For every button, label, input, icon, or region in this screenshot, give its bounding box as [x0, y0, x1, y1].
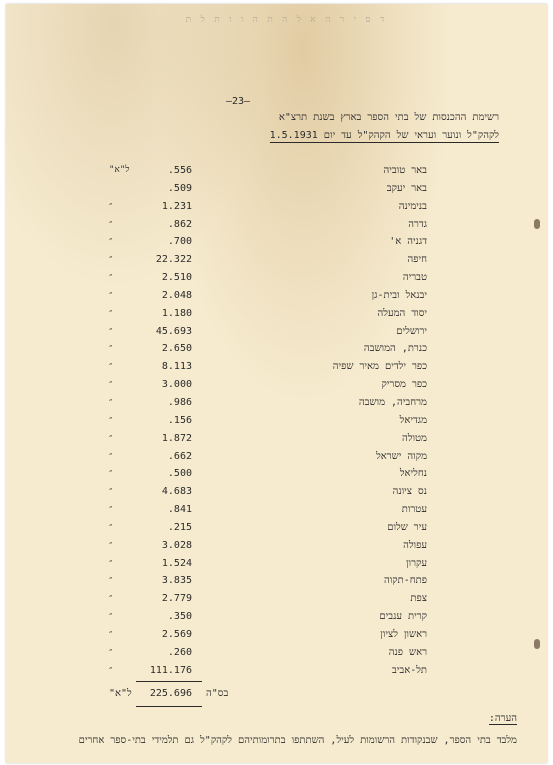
row-amount: .260: [167, 646, 192, 658]
row-currency: ״: [109, 414, 113, 425]
row-currency: ״: [109, 272, 113, 283]
row-amount: 4.683: [161, 486, 192, 498]
binder-hole-mark: [534, 639, 540, 649]
total-label: בס"ה: [206, 688, 229, 699]
row-currency: ״: [109, 379, 113, 390]
row-currency: ״: [109, 254, 113, 265]
faded-header: ד ס י ר ה א ל ה ת ה ו ו ת ל ת: [185, 15, 387, 25]
list-item: [6, 269, 547, 287]
list-item: [6, 287, 547, 305]
row-currency: ״: [109, 307, 113, 318]
list-item: [6, 483, 547, 501]
row-name: עיר שלום: [387, 521, 427, 533]
row-amount: .500: [167, 468, 192, 480]
row-amount: 2.510: [161, 272, 192, 284]
row-currency: ״: [109, 557, 113, 568]
row-amount: 2.048: [161, 289, 192, 301]
row-name: עקרון: [405, 557, 427, 569]
total-amount: 225.696: [149, 688, 192, 699]
row-name: פתח-תקוה: [383, 575, 427, 587]
list-item: [6, 644, 547, 662]
row-currency: ״: [109, 664, 113, 675]
row-name: גדרה: [408, 218, 427, 230]
row-name: בנימינה: [398, 200, 427, 212]
list-item: [6, 555, 547, 573]
list-item: [6, 358, 547, 376]
list-item: [6, 430, 547, 448]
row-amount: .215: [167, 521, 192, 533]
row-currency: ״: [109, 289, 113, 300]
row-amount: 3.000: [161, 379, 192, 391]
sum-rule: [136, 681, 202, 682]
row-amount: 1.180: [161, 307, 192, 319]
list-item: [6, 251, 547, 269]
row-name: מקוה ישראל: [376, 450, 427, 462]
row-name: עפולה: [403, 539, 427, 551]
page-number: —23—: [226, 96, 251, 107]
list-item: [6, 305, 547, 323]
row-currency: ״: [109, 575, 113, 586]
row-amount: .350: [167, 611, 192, 623]
row-currency: ״: [109, 468, 113, 479]
row-currency: ״: [109, 593, 113, 604]
row-name: באר טוביה: [383, 165, 427, 176]
row-amount: .662: [167, 450, 192, 462]
row-currency: ״: [109, 504, 113, 515]
row-currency: ״: [109, 539, 113, 550]
row-currency: ״: [109, 236, 113, 247]
row-name: חיפה: [407, 254, 427, 266]
income-list: [6, 162, 547, 679]
total-currency: ל"א": [109, 688, 132, 699]
row-name: ראשון לציון: [380, 628, 427, 640]
row-name: מגדיאל: [399, 414, 427, 426]
list-item: [6, 216, 547, 234]
row-currency: ״: [109, 521, 113, 532]
row-name: יסוד המעלה: [377, 307, 427, 319]
row-currency: ״: [109, 611, 113, 622]
row-amount: 2.650: [161, 343, 192, 355]
row-name: קרית ענבים: [379, 611, 427, 623]
row-name: מרחביה, מושבה: [358, 396, 427, 408]
row-name: נס ציונה: [392, 486, 427, 498]
row-amount: .862: [167, 218, 192, 230]
row-currency: ״: [109, 432, 113, 443]
row-amount: 1.524: [161, 557, 192, 569]
binder-hole-mark: [534, 219, 540, 229]
list-item: [6, 626, 547, 644]
list-item: [6, 412, 547, 430]
row-name: טבריה: [402, 272, 427, 284]
row-name: ראש פנה: [388, 646, 427, 658]
row-amount: .841: [167, 504, 192, 516]
row-currency: ״: [109, 343, 113, 354]
row-amount: .986: [167, 396, 192, 408]
row-currency: ״: [109, 450, 113, 461]
note-heading: הערה:: [488, 713, 517, 724]
row-name: מטולה: [402, 432, 427, 444]
row-name: ירושלים: [396, 325, 427, 337]
row-name: באר יעקב: [386, 182, 427, 194]
row-name: תל-אביב: [391, 664, 427, 676]
list-item: [6, 394, 547, 412]
list-item: [6, 465, 547, 483]
document-title: רשימת ההכנסות של בתי הספר בארץ בשנת תרצ"א: [278, 112, 499, 123]
row-name: נחליאל: [399, 468, 427, 480]
row-currency: ״: [109, 628, 113, 639]
row-amount: 1.872: [161, 432, 192, 444]
list-item: [6, 162, 547, 180]
row-amount: 3.028: [161, 539, 192, 551]
row-amount: .509: [167, 182, 192, 194]
row-currency: ״: [109, 646, 113, 657]
row-name: עטרות: [401, 504, 427, 516]
row-name: כפר מסריק: [381, 379, 427, 391]
list-item: [6, 340, 547, 358]
row-amount: 45.693: [155, 325, 192, 337]
document-page: [6, 4, 547, 763]
row-amount: 1.231: [161, 200, 192, 212]
note-text: מלבד בתי הספר, שבנקודות הרשומות לעיל, השתתפו בתרומותיהם לקהק"ל גם תלמידי בתי-ספר אחרים: [78, 735, 517, 746]
row-amount: .700: [167, 236, 192, 248]
row-name: כפר ילדים מאיר שפיה: [332, 361, 427, 373]
list-item: [6, 572, 547, 590]
list-item: [6, 448, 547, 466]
row-amount: 2.779: [161, 593, 192, 605]
row-currency: ״: [109, 486, 113, 497]
row-amount: 3.835: [161, 575, 192, 587]
row-amount: 2.569: [161, 628, 192, 640]
list-item: [6, 662, 547, 680]
row-name: דגניה א': [389, 236, 427, 248]
list-item: [6, 323, 547, 341]
row-amount: 22.322: [155, 254, 192, 266]
row-currency: ״: [109, 325, 113, 336]
list-item: [6, 608, 547, 626]
list-item: [6, 180, 547, 198]
list-item: [6, 233, 547, 251]
row-currency: ״: [109, 200, 113, 211]
row-amount: .556: [167, 165, 192, 176]
row-amount: 111.176: [149, 664, 192, 676]
document-subtitle: לקהק"ל ונוער ועראי של הקהק"ל עד יום 1.5.1931: [269, 130, 499, 141]
list-item: [6, 519, 547, 537]
row-name: צפת: [410, 593, 427, 605]
row-name: כנרת, המושבה: [363, 343, 427, 355]
list-item: [6, 198, 547, 216]
list-item: [6, 590, 547, 608]
list-item: [6, 537, 547, 555]
row-currency: ״: [109, 218, 113, 229]
row-amount: 8.113: [161, 361, 192, 373]
list-item: [6, 501, 547, 519]
row-name: יבנאל ובית-גן: [371, 289, 427, 301]
row-currency: ״: [109, 361, 113, 372]
list-item: [6, 376, 547, 394]
total-rule: [136, 706, 202, 707]
row-amount: .156: [167, 414, 192, 426]
row-currency: ״: [109, 396, 113, 407]
row-currency: ל"א": [109, 165, 130, 175]
